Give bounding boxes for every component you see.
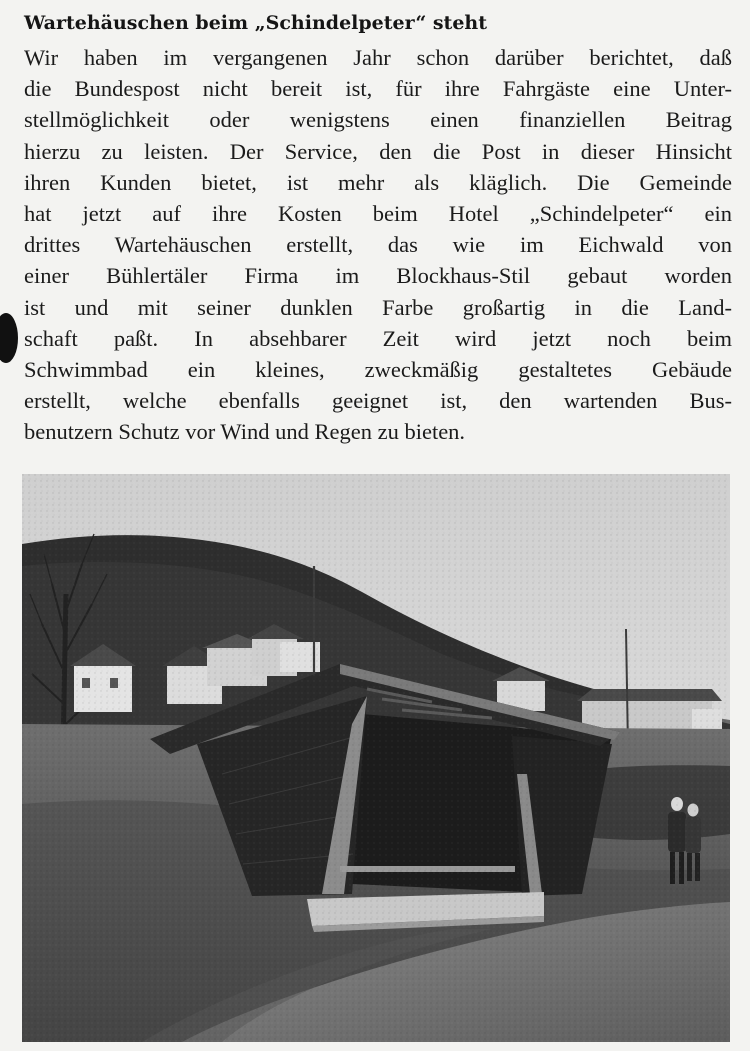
- bus-shelter-photo: [22, 474, 730, 1042]
- body-line: ist und mit seiner dunklen Farbe großartig in die Land-: [24, 294, 732, 320]
- article-headline: Wartehäuschen beim „Schindelpeter“ steht: [24, 12, 488, 34]
- body-line: Schwimmbad ein kleines, zweckmäßig gestaltetes Gebäude: [24, 356, 732, 382]
- body-line: stellmöglichkeit oder wenigstens einen finanziellen Beitrag: [24, 107, 732, 133]
- body-line: drittes Wartehäuschen erstellt, das wie im Eichwald von: [24, 232, 732, 258]
- body-line: einer Bühlertäler Firma im Blockhaus-Stil gebaut worden: [24, 263, 732, 289]
- body-line: ihren Kunden bietet, ist mehr als kläglich. Die Gemeinde: [24, 169, 732, 195]
- body-line: Wir haben im vergangenen Jahr schon darüber berichtet, daß: [24, 45, 732, 70]
- body-line: schaft paßt. In absehbarer Zeit wird jetzt noch beim: [24, 325, 732, 351]
- body-line: hierzu zu leisten. Der Service, den die Post in dieser Hinsicht: [24, 138, 732, 164]
- body-line: erstellt, welche ebenfalls geeignet ist, den wartenden Bus-: [24, 388, 732, 414]
- photo-illustration: [22, 474, 730, 1042]
- article-body: [24, 42, 732, 447]
- body-line: benutzern Schutz vor Wind und Regen zu bieten.: [24, 419, 466, 445]
- scan-edge-mark: [0, 313, 18, 363]
- body-line: die Bundespost nicht bereit ist, für ihre Fahrgäste eine Unter-: [24, 76, 732, 102]
- body-line: hat jetzt auf ihre Kosten beim Hotel „Schindelpeter“ ein: [24, 200, 732, 226]
